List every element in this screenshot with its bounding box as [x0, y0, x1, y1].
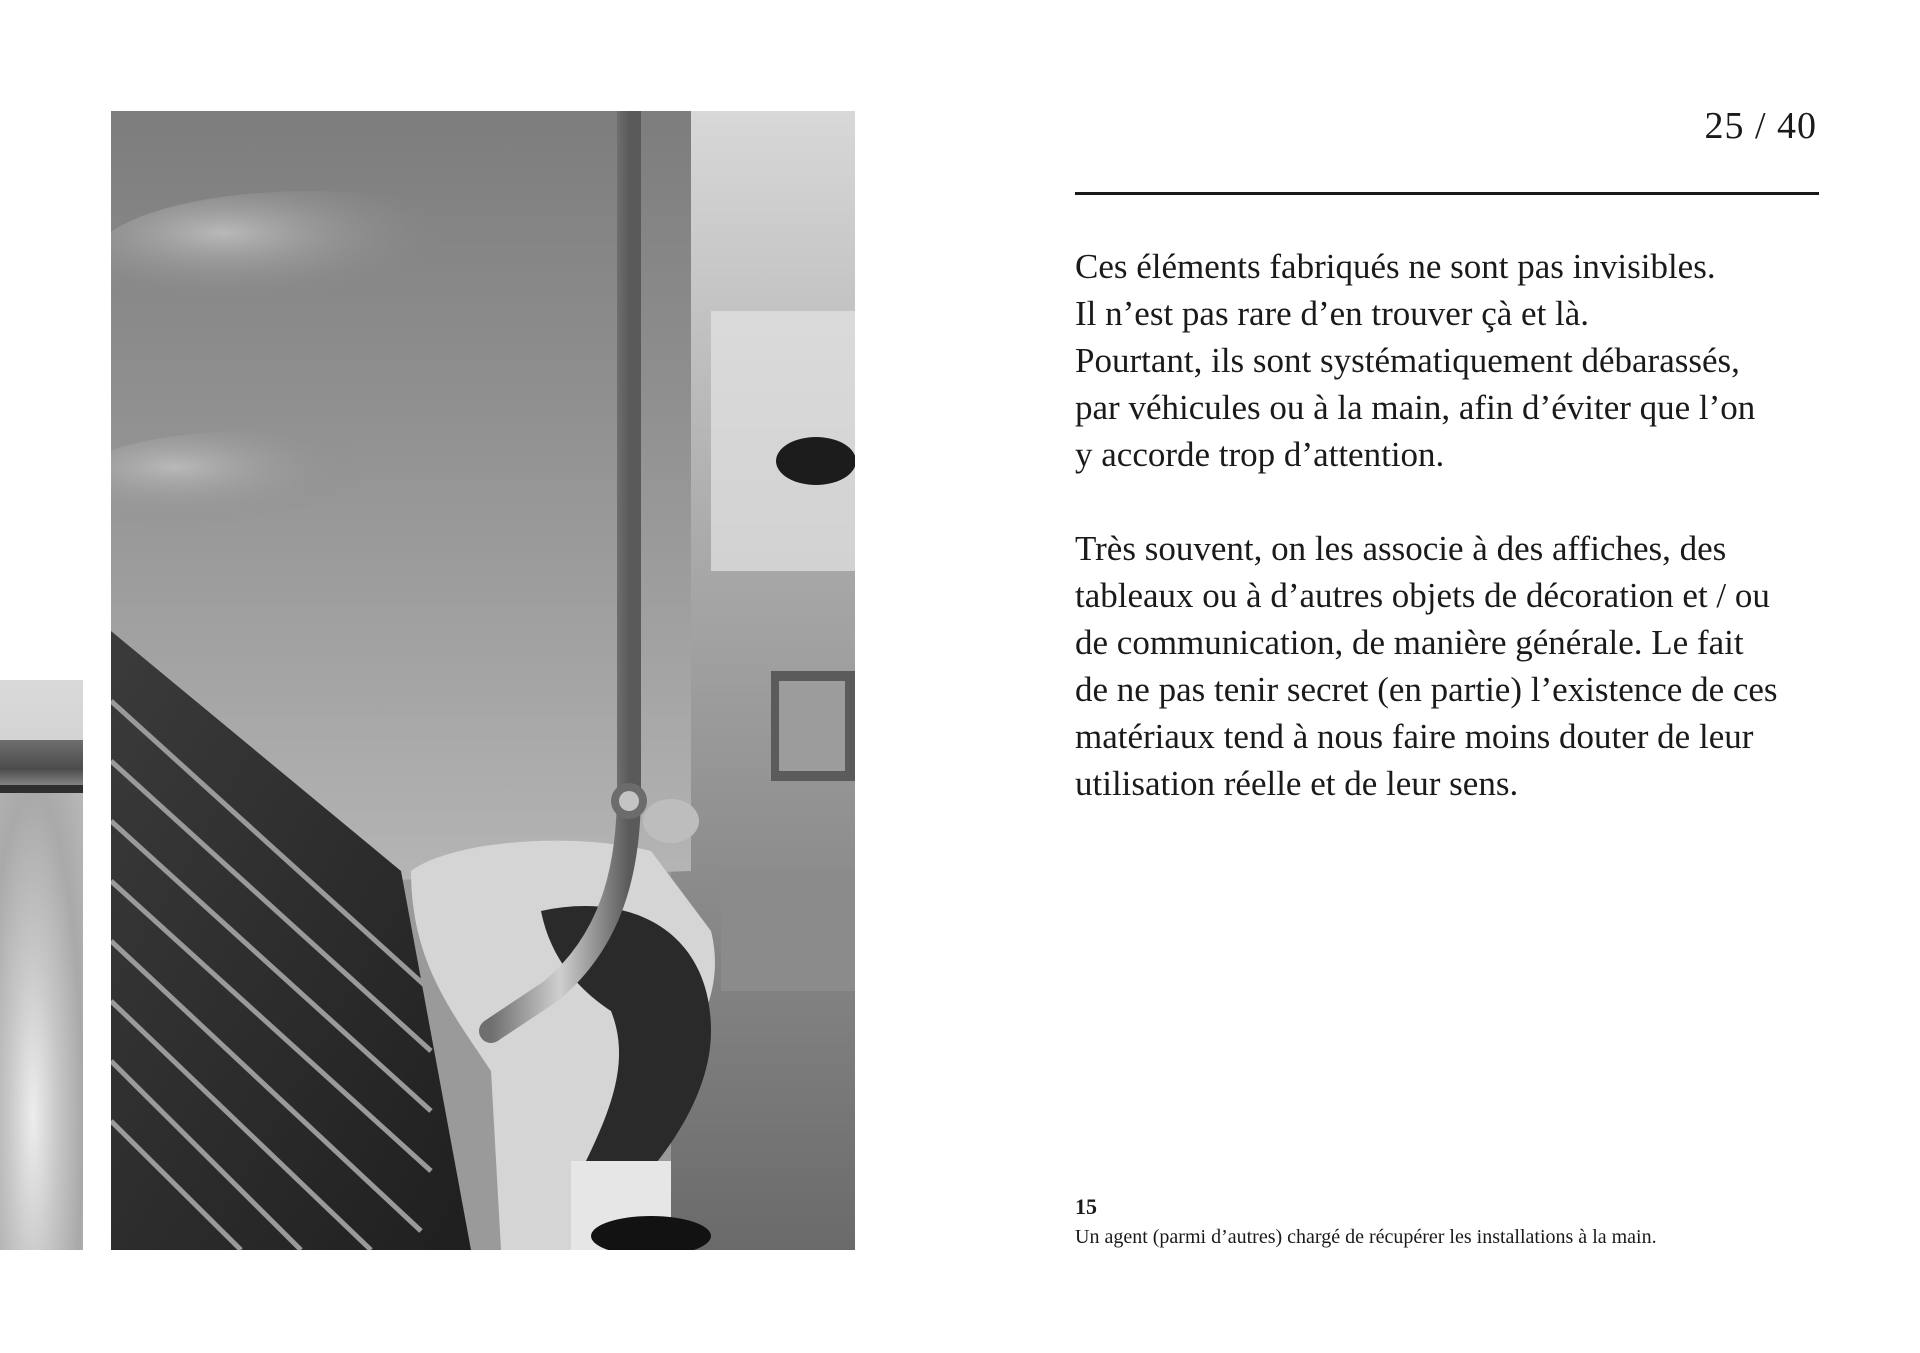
paragraph-2-line: tableaux ou à d’autres objets de décoration et / ou — [1075, 576, 1770, 615]
paragraph-1 — [1075, 243, 1835, 478]
header-rule — [1075, 192, 1819, 195]
paragraph-1-line: Il n’est pas rare d’en trouver çà et là. — [1075, 294, 1590, 333]
bus-photo — [111, 111, 855, 1250]
roof-edge — [0, 785, 83, 793]
figure-caption — [1075, 1192, 1835, 1252]
paragraph-1-line: Ces éléments fabriqués ne sont pas invisibles. — [1075, 247, 1716, 286]
previous-photo-edge — [0, 680, 83, 1250]
caption-number: 15 — [1075, 1194, 1097, 1219]
paragraph-2-line: de ne pas tenir secret (en partie) l’existence de ces — [1075, 670, 1778, 709]
bus-photo-illustration — [111, 111, 855, 1250]
paragraph-2-line: matériaux tend à nous faire moins douter de leur — [1075, 717, 1754, 756]
body-text — [1075, 243, 1835, 854]
sky-area — [0, 793, 83, 1250]
paragraph-1-line: y accorde trop d’attention. — [1075, 435, 1445, 474]
rooftop — [0, 740, 83, 788]
paragraph-2 — [1075, 525, 1835, 807]
paragraph-1-line: Pourtant, ils sont systématiquement débarassés, — [1075, 341, 1740, 380]
paragraph-2-line: Très souvent, on les associe à des affiches, des — [1075, 529, 1727, 568]
paragraph-2-line: utilisation réelle et de leur sens. — [1075, 764, 1519, 803]
page-number: 25 / 40 — [1704, 105, 1817, 147]
paragraph-2-line: de communication, de manière générale. Le fait — [1075, 623, 1744, 662]
paragraph-1-line: par véhicules ou à la main, afin d’éviter que l’on — [1075, 388, 1756, 427]
caption-text: Un agent (parmi d’autres) chargé de récupérer les installations à la main. — [1075, 1226, 1657, 1248]
